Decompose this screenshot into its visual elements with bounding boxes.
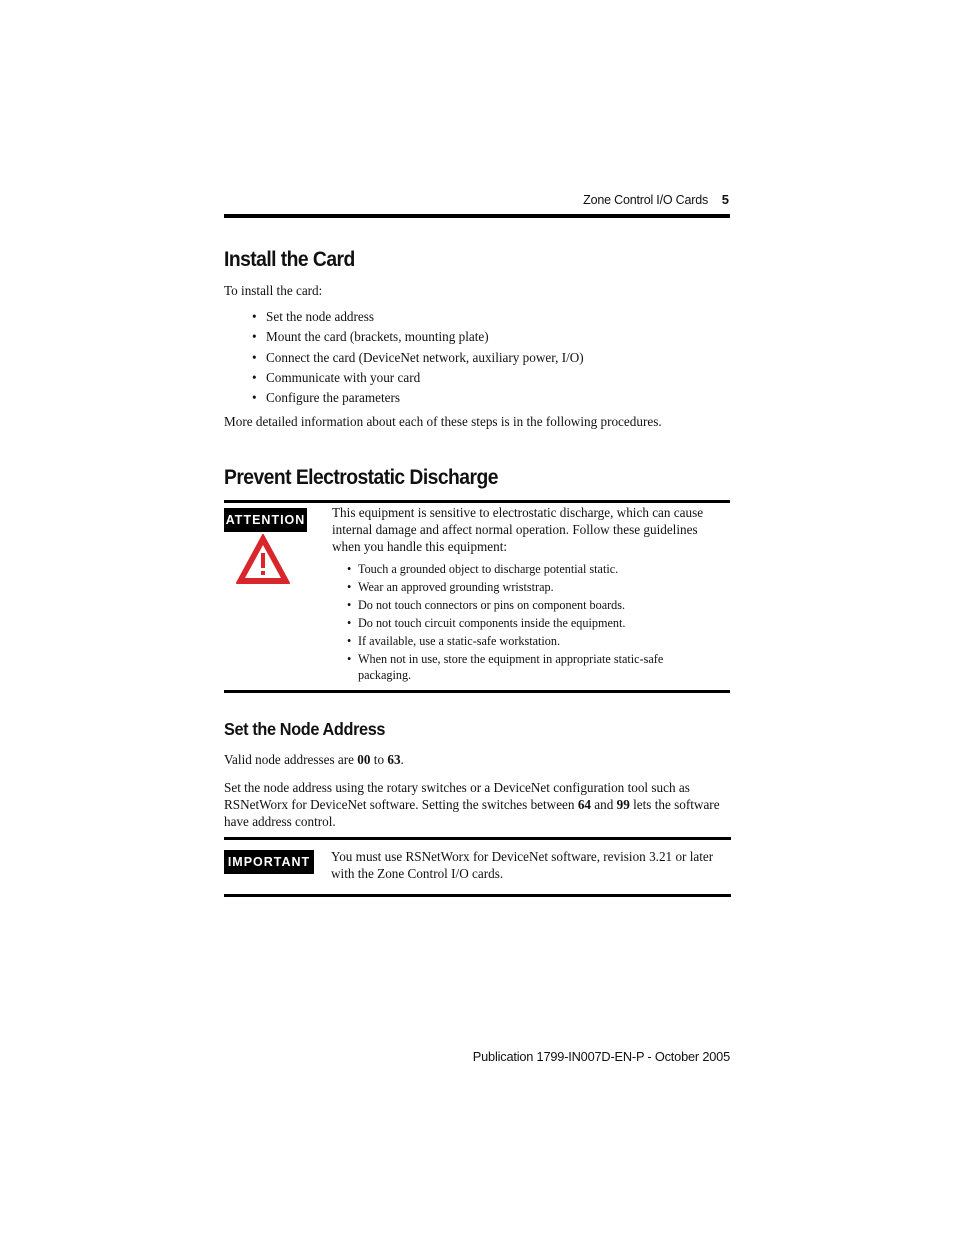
- para-part2: lets the software have address control.: [224, 797, 720, 829]
- warning-triangle-icon: [235, 533, 291, 585]
- attention-label: ATTENTION: [224, 508, 307, 532]
- para-max: 99: [616, 797, 630, 812]
- node-address-paragraph: [224, 779, 730, 830]
- attention-box: [224, 500, 730, 693]
- important-label: IMPORTANT: [224, 850, 314, 874]
- list-item: • When not in use, store the equipment in appropriate static-safe packaging.: [345, 651, 715, 683]
- install-heading: Install the Card: [224, 248, 355, 271]
- important-box: [224, 837, 731, 897]
- list-item: • Do not touch circuit components inside the equipment.: [345, 615, 715, 631]
- valid-min: 00: [357, 752, 371, 767]
- header-title: Zone Control I/O Cards: [583, 193, 708, 207]
- para-and: and: [591, 797, 617, 812]
- list-item: • Communicate with your card: [250, 369, 584, 389]
- list-item: • If available, use a static-safe workstation.: [345, 633, 715, 649]
- list-item: • Do not touch connectors or pins on component boards.: [345, 597, 715, 613]
- install-steps-list: [250, 308, 584, 409]
- list-item: • Mount the card (brackets, mounting plate): [250, 328, 584, 348]
- attention-text: This equipment is sensitive to electrostatic discharge, which can cause internal damage and affect normal operation. Follow these guidelines when you handle this equipment:: [332, 505, 704, 554]
- list-item: • Wear an approved grounding wriststrap.: [345, 579, 715, 595]
- page-number: 5: [721, 192, 729, 207]
- list-item: • Configure the parameters: [250, 389, 584, 409]
- running-header: [224, 191, 730, 211]
- valid-addresses-text: [224, 751, 404, 768]
- install-intro: To install the card:: [224, 283, 323, 298]
- para-min: 64: [577, 797, 591, 812]
- node-address-heading: Set the Node Address: [224, 719, 386, 739]
- valid-prefix: Valid node addresses are: [224, 752, 358, 767]
- attention-bottom-rule: [224, 690, 730, 693]
- publication-footer: Publication 1799-IN007D-EN-P - October 2005: [472, 1049, 730, 1064]
- install-followup: More detailed information about each of these steps is in the following procedures.: [224, 414, 662, 429]
- valid-suffix: .: [400, 752, 404, 767]
- valid-max: 63: [387, 752, 401, 767]
- important-top-rule: [224, 837, 731, 840]
- list-item: • Connect the card (DeviceNet network, auxiliary power, I/O): [250, 349, 584, 369]
- important-text: You must use RSNetWorx for DeviceNet software, revision 3.21 or later with the Zone Control I/O cards.: [331, 849, 714, 881]
- para-part1: Set the node address using the rotary switches or a DeviceNet configuration tool such as RSNetWorx for DeviceNet software. Setting the switches between: [224, 780, 690, 812]
- esd-heading: Prevent Electrostatic Discharge: [224, 466, 498, 489]
- header-rule: [224, 214, 730, 218]
- valid-to: to: [370, 752, 388, 767]
- attention-top-rule: [224, 500, 730, 503]
- esd-guidelines-list: [345, 561, 715, 685]
- important-bottom-rule: [224, 894, 731, 897]
- list-item: • Set the node address: [250, 308, 584, 328]
- list-item: • Touch a grounded object to discharge potential static.: [345, 561, 715, 577]
